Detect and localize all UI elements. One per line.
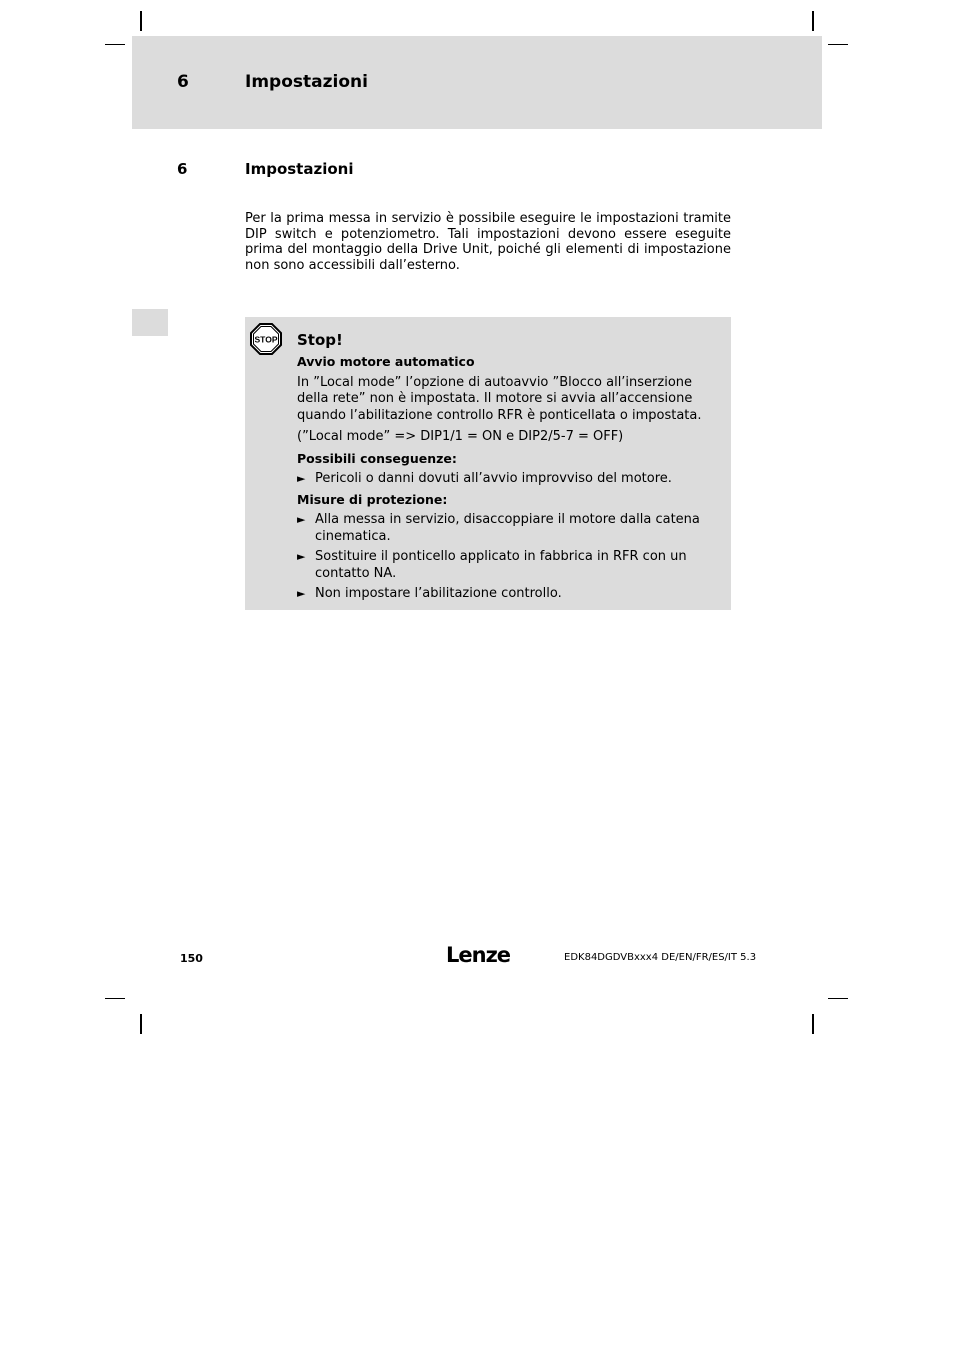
document-id: EDK84DGDVBxxx4 DE/EN/FR/ES/IT 5.3 bbox=[564, 952, 757, 963]
section-title: Impostazioni bbox=[245, 160, 354, 178]
crop-mark bbox=[105, 998, 125, 999]
stop-paragraph: (”Local mode” => DIP1/1 = ON e DIP2/5-7 = OFF) bbox=[297, 429, 624, 444]
crop-mark bbox=[140, 1014, 142, 1034]
bullet-arrow-icon: ► bbox=[297, 587, 306, 600]
intro-paragraph: Per la prima messa in servizio è possibile eseguire le impostazioni tramite DIP switch e potenziometro. Tali impostazioni devono essere eseguite prima del montaggio della Drive Unit, poiché gli elementi di impostazione non sono accessibili dall’esterno. bbox=[245, 211, 731, 274]
crop-mark bbox=[812, 11, 814, 31]
stop-paragraph: In ”Local mode” l’opzione di autoavvio ”Blocco all’inserzione della rete” non è impostata. Il motore si avvia all’accensione quando l’abilitazione controllo RFR è ponticellata o impostata. bbox=[297, 374, 702, 423]
lenze-logo: Lenze bbox=[446, 943, 511, 967]
side-thumb-tab bbox=[132, 309, 168, 336]
crop-mark bbox=[828, 998, 848, 999]
bullet-arrow-icon: ► bbox=[297, 513, 306, 526]
chapter-number: 6 bbox=[177, 72, 189, 92]
measures-label: Misure di protezione: bbox=[297, 491, 448, 507]
bullet-arrow-icon: ► bbox=[297, 472, 306, 485]
crop-mark bbox=[140, 11, 142, 31]
list-item-text: Non impostare l’abilitazione controllo. bbox=[315, 586, 562, 601]
stop-subtitle: Avvio motore automatico bbox=[297, 354, 475, 369]
stop-title: Stop! bbox=[297, 331, 343, 349]
list-item-text: Pericoli o danni dovuti all’avvio improvviso del motore. bbox=[315, 471, 672, 486]
list-item bbox=[297, 586, 722, 603]
stop-sign-icon bbox=[250, 323, 282, 355]
list-item bbox=[297, 549, 722, 582]
crop-mark bbox=[812, 1014, 814, 1034]
page-number: 150 bbox=[180, 952, 203, 965]
chapter-header-band bbox=[132, 36, 822, 129]
crop-mark bbox=[828, 44, 848, 45]
section-number: 6 bbox=[177, 160, 188, 178]
crop-mark bbox=[105, 44, 125, 45]
list-item-text: Alla messa in servizio, disaccoppiare il motore dalla catena cinematica. bbox=[315, 512, 700, 544]
bullet-arrow-icon: ► bbox=[297, 550, 306, 563]
consequences-label: Possibili conseguenze: bbox=[297, 450, 457, 466]
list-item bbox=[297, 512, 722, 545]
stop-sign-label: STOP bbox=[254, 334, 278, 345]
list-item bbox=[297, 471, 722, 488]
list-item-text: Sostituire il ponticello applicato in fabbrica in RFR con un contatto NA. bbox=[315, 549, 687, 581]
stop-notice-content bbox=[297, 330, 722, 607]
chapter-title: Impostazioni bbox=[245, 72, 368, 92]
